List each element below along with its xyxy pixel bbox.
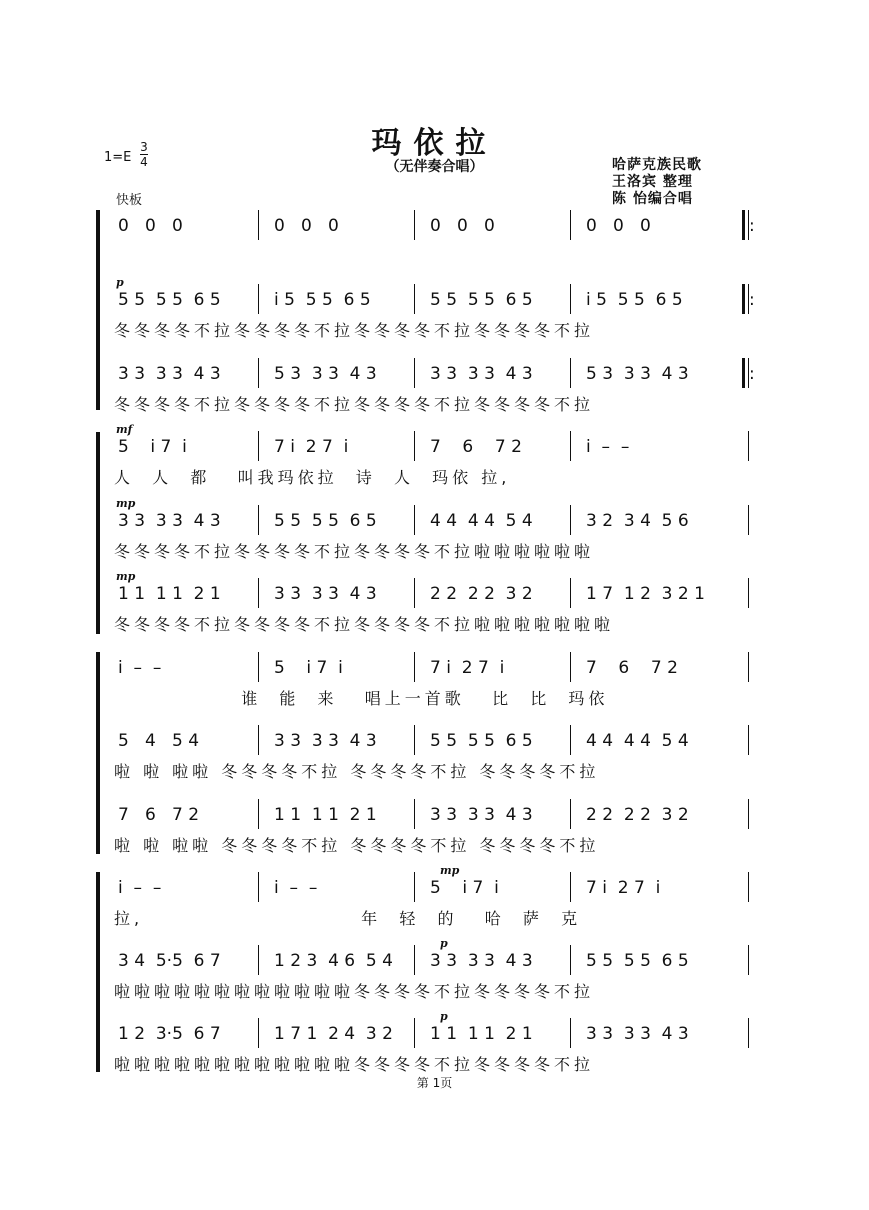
measure-notes: 3 3 3 3 4 3 (430, 364, 533, 384)
measure-notes: 1 2 3 4 6 5 4 (274, 951, 393, 971)
measure-notes: 5 3 3 3 4 3 (586, 364, 689, 384)
bar-line (414, 431, 415, 461)
measure-notes: i – – (586, 437, 630, 457)
measure-notes: i – – (118, 878, 162, 898)
dynamic-marking: p (116, 276, 124, 289)
bar-line (258, 872, 259, 902)
measure-notes: i 5 5 5 6 5 (586, 290, 683, 310)
bar-line (570, 725, 571, 755)
bar-line (570, 210, 571, 240)
lyrics-line: 冬冬冬冬不拉冬冬冬冬不拉冬冬冬冬不拉冬冬冬冬不拉 (114, 321, 595, 340)
measure-notes: 0 0 0 (118, 216, 183, 236)
tempo-marking: 快板 (116, 193, 143, 208)
measure-notes: 4 4 4 4 5 4 (430, 511, 533, 531)
dynamic-marking: mp (116, 570, 136, 583)
bar-line (748, 872, 749, 902)
measure-notes: 2 2 2 2 3 2 (586, 805, 689, 825)
measure-notes: 5 5 5 5 6 5 (118, 290, 221, 310)
repeat-dots: : (749, 216, 755, 236)
bar-line (414, 505, 415, 535)
lyrics-line: 啦啦啦啦啦啦啦啦啦啦啦啦冬冬冬冬不拉冬冬冬冬不拉 (114, 1055, 595, 1074)
bar-line (570, 358, 571, 388)
bar-line (414, 284, 415, 314)
bar-line (570, 505, 571, 535)
credit-line: 王洛宾 整理 (612, 174, 693, 190)
key-signature: 1=E (104, 150, 132, 165)
measure-notes: 5 5 5 5 6 5 (274, 511, 377, 531)
measure-notes: 3 3 3 3 4 3 (430, 951, 533, 971)
measure-notes: 3 3 3 3 4 3 (118, 364, 221, 384)
lyrics-line: 谁 能 来 唱上一首歌 比 比 玛依 (114, 689, 609, 708)
measure-notes: 5 5 5 5 6 5 (586, 951, 689, 971)
time-bottom: 4 (140, 155, 148, 169)
measure-notes: 0 0 0 (274, 216, 339, 236)
bar-line (748, 725, 749, 755)
measure-notes: 1 7 1 2 3 2 1 (586, 584, 705, 604)
bar-line (414, 210, 415, 240)
bar-line (748, 578, 749, 608)
dynamic-marking: mp (440, 864, 460, 877)
bar-line (258, 652, 259, 682)
measure-notes: 3 3 3 3 4 3 (274, 731, 377, 751)
measure-notes: 1 1 1 1 2 1 (274, 805, 377, 825)
bar-line (414, 799, 415, 829)
measure-notes: 1 7 1 2 4 3 2 (274, 1024, 393, 1044)
measure-notes: i 5 5 5 6 5 (274, 290, 371, 310)
bar-line (414, 652, 415, 682)
repeat-bar (742, 284, 745, 314)
dynamic-marking: p (440, 937, 448, 950)
measure-notes: 7 i 2 7 i (586, 878, 661, 898)
repeat-dots: : (749, 364, 755, 384)
bar-line (414, 945, 415, 975)
measure-notes: 1 2 3·5 6 7 (118, 1024, 221, 1044)
bar-line (258, 945, 259, 975)
page-number: 第 1页 (416, 1076, 453, 1090)
bar-line (258, 799, 259, 829)
lyrics-line: 啦 啦 啦啦 冬冬冬冬不拉 冬冬冬冬不拉 冬冬冬冬不拉 (114, 836, 600, 855)
lyrics-line: 啦 啦 啦啦 冬冬冬冬不拉 冬冬冬冬不拉 冬冬冬冬不拉 (114, 762, 600, 781)
measure-notes: 5 i 7 i (118, 437, 187, 457)
bar-line (414, 358, 415, 388)
bar-line (414, 872, 415, 902)
measure-notes: 5 4 5 4 (118, 731, 200, 751)
measure-notes: 0 0 0 (430, 216, 495, 236)
lyrics-line: 冬冬冬冬不拉冬冬冬冬不拉冬冬冬冬不拉啦啦啦啦啦啦 (114, 542, 595, 561)
measure-notes: 3 3 3 3 4 3 (118, 511, 221, 531)
measure-notes: 1 1 1 1 2 1 (118, 584, 221, 604)
bar-line (258, 725, 259, 755)
measure-notes: 7 i 2 7 i (274, 437, 349, 457)
bar-line (570, 872, 571, 902)
measure-notes: 1 1 1 1 2 1 (430, 1024, 533, 1044)
measure-notes: 3 3 3 3 4 3 (274, 584, 377, 604)
credit-line: 陈 怡编合唱 (612, 191, 693, 207)
bar-line (748, 1018, 749, 1048)
bar-line (258, 358, 259, 388)
bar-line (258, 505, 259, 535)
bar-line (748, 505, 749, 535)
measure-notes: 5 i 7 i (274, 658, 343, 678)
repeat-bar (742, 358, 745, 388)
bar-line (414, 725, 415, 755)
bar-line (570, 799, 571, 829)
bar-line (748, 799, 749, 829)
measure-notes: 5 5 5 5 6 5 (430, 731, 533, 751)
credit-line: 哈萨克族民歌 (612, 157, 702, 173)
bar-line (258, 284, 259, 314)
measure-notes: 7 6 7 2 (430, 437, 522, 457)
time-top: 3 (140, 140, 148, 154)
bar-line (258, 431, 259, 461)
dynamic-marking: p (440, 1010, 448, 1023)
bar-line (748, 652, 749, 682)
bar-line (570, 284, 571, 314)
song-subtitle: （无伴奏合唱） (385, 159, 484, 175)
measure-notes: 7 i 2 7 i (430, 658, 505, 678)
bar-line (258, 210, 259, 240)
repeat-bar (742, 210, 745, 240)
song-title: 玛依拉 (371, 126, 498, 161)
bar-line (570, 945, 571, 975)
measure-notes: 3 4 5·5 6 7 (118, 951, 221, 971)
time-signature (140, 140, 148, 169)
bar-line (570, 578, 571, 608)
bar-line (258, 578, 259, 608)
measure-notes: i – – (274, 878, 318, 898)
system-brace (96, 872, 100, 1072)
measure-notes: 5 5 5 5 6 5 (430, 290, 533, 310)
lyrics-line: 拉, 年 轻 的 哈 萨 克 (114, 909, 582, 928)
measure-notes: 3 3 3 3 4 3 (586, 1024, 689, 1044)
bar-line (748, 431, 749, 461)
measure-notes: i – – (118, 658, 162, 678)
lyrics-line: 冬冬冬冬不拉冬冬冬冬不拉冬冬冬冬不拉冬冬冬冬不拉 (114, 395, 595, 414)
bar-line (570, 431, 571, 461)
measure-notes: 5 i 7 i (430, 878, 499, 898)
measure-notes: 3 3 3 3 4 3 (430, 805, 533, 825)
system-brace (96, 652, 100, 854)
bar-line (414, 1018, 415, 1048)
bar-line (570, 1018, 571, 1048)
measure-notes: 7 6 7 2 (586, 658, 678, 678)
measure-notes: 3 2 3 4 5 6 (586, 511, 689, 531)
lyrics-line: 人 人 都 叫我玛依拉 诗 人 玛依 拉, (114, 468, 511, 487)
system-brace (96, 210, 100, 410)
measure-notes: 0 0 0 (586, 216, 651, 236)
dynamic-marking: mp (116, 497, 136, 510)
measure-notes: 4 4 4 4 5 4 (586, 731, 689, 751)
measure-notes: 2 2 2 2 3 2 (430, 584, 533, 604)
bar-line (570, 652, 571, 682)
measure-notes: 7 6 7 2 (118, 805, 200, 825)
bar-line (748, 945, 749, 975)
bar-line (414, 578, 415, 608)
measure-notes: 5 3 3 3 4 3 (274, 364, 377, 384)
system-brace (96, 432, 100, 634)
lyrics-line: 啦啦啦啦啦啦啦啦啦啦啦啦冬冬冬冬不拉冬冬冬冬不拉 (114, 982, 595, 1001)
lyrics-line: 冬冬冬冬不拉冬冬冬冬不拉冬冬冬冬不拉啦啦啦啦啦啦啦 (114, 615, 615, 634)
repeat-dots: : (749, 290, 755, 310)
bar-line (258, 1018, 259, 1048)
dynamic-marking: mf (116, 423, 133, 436)
